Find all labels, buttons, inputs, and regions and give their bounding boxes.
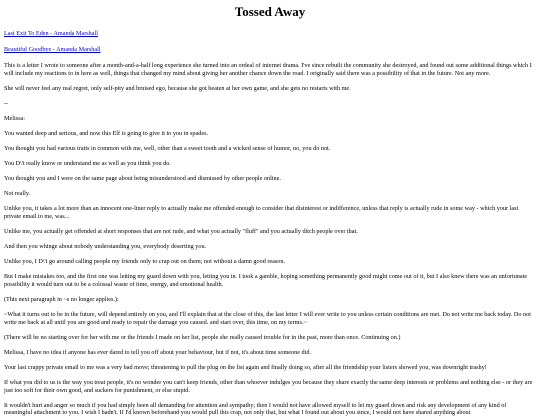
- letter-paragraph: You thought you and I were on the same page about being misunderstood and dismissed by other people online.: [4, 175, 281, 183]
- document-page: [0, 4, 540, 417]
- letter-paragraph: Melissa, I have no idea if anyone has ever dared to tell you off about your behaviour, but if not, it's about time someone did.: [4, 348, 311, 356]
- intro-paragraph: This is a letter I wrote to someone after a month-and-a-half long experience she turned into an ordeal of internet drama. I've since rebuilt the community she destroyed, and found out some additional things which I will include my reactions to in here as well, things that changed my mind about giving her another chance down the road. I originally said there was a possibility of that in the future. Not any more.: [4, 62, 532, 77]
- letter-paragraph: If what you did to us is the way you treat people, it's no wonder you can't keep friends, other than whoever indulges you because they share exactly the same deep interests or problems and nothing else - or they are just too soft for their own good, and suckers for punishment, or else stupid.: [4, 379, 533, 394]
- letter-paragraph: (There will be no starting over for her with me or the friends I made on her list, people she really caused trouble for in the past, more than once. Continuing on.): [4, 333, 401, 341]
- song-link-last-exit-to-eden[interactable]: Last Exit To Eden - Amanda Marshall: [4, 30, 98, 37]
- letter-body: [4, 62, 536, 417]
- salutation: Melissa:: [4, 114, 25, 122]
- letter-paragraph: You thought you had various traits in common with me, well, other than a sweet tooth and a wicked sense of humor, no, you do not.: [4, 145, 331, 153]
- letter-paragraph: It wouldn't hurt and anger so much if you had simply been all demanding for attention and sympathy; then I would not have allowed myself to let my guard down and risk any development of any kind of meaningful attachment to you. I wish I hadn't. If I'd known beforehand you would pull this crap, not only that, but what I found out about you since, I would not have shared anything about: [4, 401, 507, 417]
- letter-paragraph: ~What it turns out to be in the future, will depend entirely on you, and I'll explain that at the close of this, the last letter I will ever write to you unless certain conditions are met. Do not write me back today. Do not write me back at all until you are good and ready to repair the damage you caused. and start over, this time, on my terms.~: [4, 311, 531, 326]
- letter-paragraph: Not really.: [4, 190, 31, 198]
- song-links: [4, 30, 536, 54]
- separator-text: --: [4, 99, 9, 107]
- song-link-beautiful-goodbye[interactable]: Beautiful Goodbye - Amanda Marshall: [4, 46, 101, 53]
- letter-paragraph: And then you whinge about nobody understanding you, everybody deserting you.: [4, 243, 207, 251]
- letter-paragraph: Unlike you, I D\'t go around calling people my friends only to crap out on them; not without a damn good reason.: [4, 258, 286, 266]
- letter-paragraph: Unlike me, you actually get offended at short responses that are not rude, and what you actually "fluff" and you actually ditch people over that.: [4, 228, 358, 236]
- page-title: Tossed Away: [234, 4, 306, 19]
- letter-paragraph: You D\'t really know or understand me as well as you think you do.: [4, 160, 171, 168]
- letter-paragraph: (This next paragraph in ~s no longer applies.):: [4, 296, 119, 304]
- letter-paragraph: But I make mistakes too, and the first one was letting my guard down with you, letting you in. I took a gamble, hoping something permanently good might come out of it, but I also knew there was an unfortunate possibility it would turn out to be a colossal waste of time, energy, and emotional health.: [4, 273, 528, 288]
- letter-paragraph: Your last crappy private email to me was a very bad move; threatening to pull the plug on the list again and finally doing so, after all the friendship your listers showed you, was downright trashy!: [4, 364, 487, 372]
- intro-paragraph: She will never feel any real regret, only self-pity and bruised ego, because she got beaten at her own game, and she gets no restarts with me.: [4, 84, 351, 92]
- letter-paragraph: Unlike you, it takes a lot more than an innocent one-liner reply to actually make me offended enough to consider that disinterest or indifference, unless that reply is actually rude in some way - which your last private email to me, was...: [4, 205, 519, 221]
- letter-paragraph: You wanted deep and serious, and now this Elf is going to give it to you in spades.: [4, 129, 209, 137]
